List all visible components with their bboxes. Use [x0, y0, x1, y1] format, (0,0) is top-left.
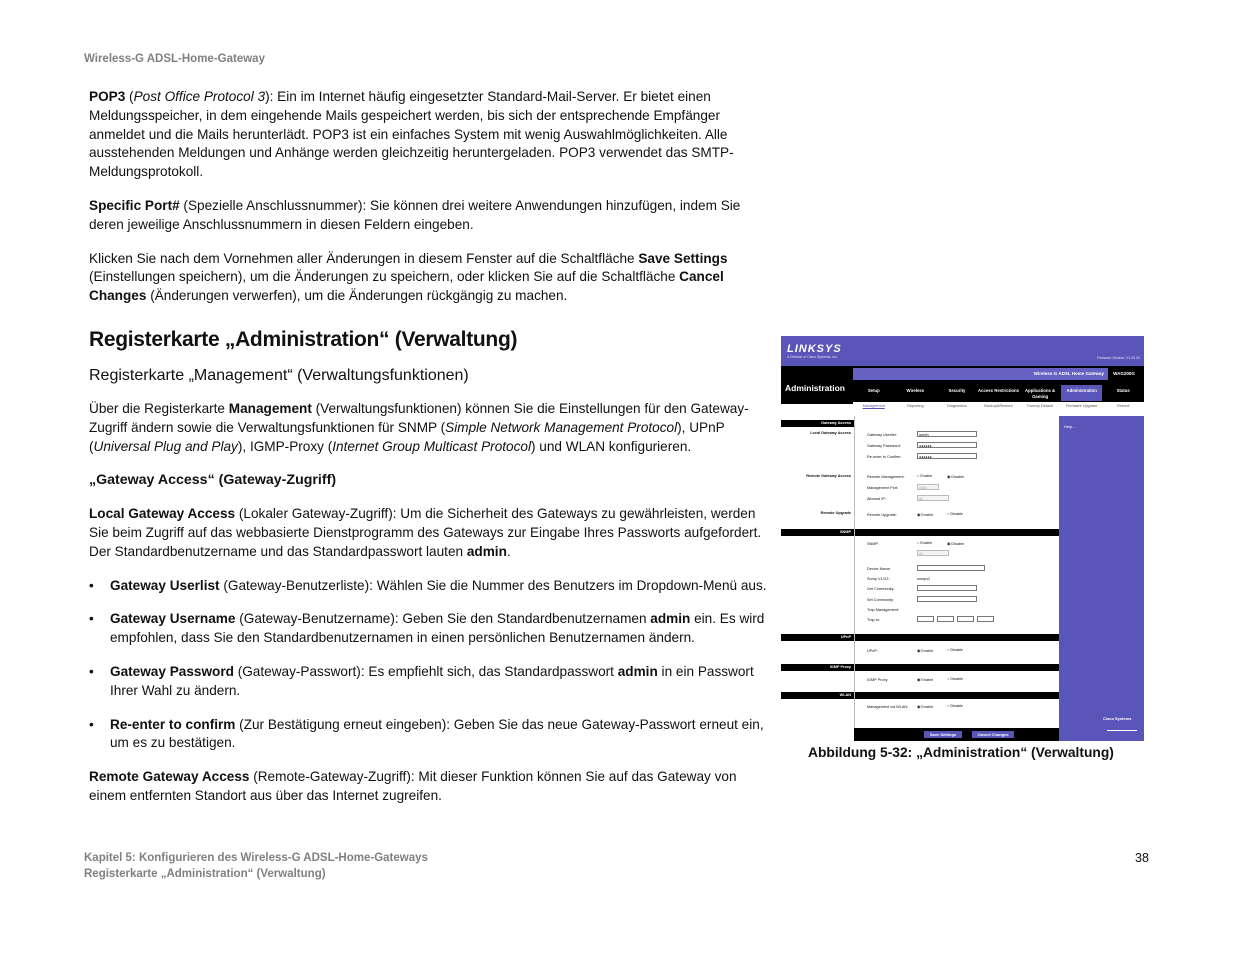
- management-port-input[interactable]: 8080: [917, 484, 939, 490]
- label-management-via-wlan: Management via WLAN:: [867, 705, 909, 709]
- term: Gateway Password: [110, 663, 234, 679]
- label-igmp-proxy: IGMP Proxy:: [867, 678, 889, 682]
- label-management-port: Management Port:: [867, 486, 899, 490]
- set-community-input[interactable]: [917, 596, 977, 602]
- radio-igmp-enable[interactable]: [917, 677, 933, 682]
- paragraph-management: [89, 400, 767, 456]
- trap-ip-octet-1[interactable]: [917, 616, 934, 622]
- sub-tabs: [853, 402, 1144, 410]
- term-admin: admin: [466, 543, 507, 559]
- text: (Einstellungen speichern), um die Änderungen zu speichern, oder klicken Sie auf die Schaltfläche: [89, 269, 680, 285]
- cisco-logo: Cisco Systems: [1103, 716, 1132, 721]
- term-management: Management: [228, 400, 312, 416]
- snmp-access-select[interactable]: All: [917, 550, 949, 556]
- radio-on-icon: ◉: [917, 513, 921, 517]
- radio-off-icon: ○: [917, 474, 920, 478]
- radio-remote-upgrade-disable[interactable]: [947, 512, 963, 516]
- radio-on-icon: ◉: [917, 678, 921, 682]
- allowed-ip-select[interactable]: All: [917, 495, 949, 501]
- text: (Gateway-Benutzername): Geben Sie den Standardbenutzernamen: [235, 611, 651, 627]
- tab-setup[interactable]: Setup: [867, 388, 880, 393]
- term: Gateway Userlist: [110, 577, 220, 593]
- radio-snmp-disable[interactable]: [947, 541, 964, 546]
- text: (Remote-Gateway-Zugriff): Mit dieser Funktion können Sie auf das Gateway von einem entfernten Standort aus über das Internet zugreifen.: [89, 769, 737, 803]
- text: .: [506, 543, 511, 559]
- section-label: Administration: [785, 383, 845, 393]
- bullet-list: [89, 577, 767, 754]
- divider-band: [855, 692, 1060, 699]
- page-number: 38: [1135, 851, 1149, 865]
- term-save-settings: Save Settings: [638, 250, 728, 266]
- radio-label: Enable: [921, 705, 934, 709]
- help-link[interactable]: Help...: [1064, 424, 1076, 429]
- main-tabs: [853, 385, 1144, 401]
- radio-on-icon: ◉: [917, 649, 921, 653]
- subtab-diagnostics[interactable]: Diagnostics: [947, 404, 967, 408]
- term-admin: admin: [650, 611, 691, 627]
- device-name-input[interactable]: [917, 565, 985, 571]
- label-device-name: Device Name:: [867, 567, 891, 571]
- term-admin: admin: [617, 663, 658, 679]
- radio-on-icon: ◉: [947, 475, 951, 479]
- tab-access-restrictions[interactable]: Access Restrictions: [977, 388, 1020, 393]
- help-panel: [1059, 416, 1144, 741]
- radio-snmp-enable[interactable]: [917, 541, 932, 545]
- radio-wlan-mgmt-disable[interactable]: [947, 704, 963, 708]
- figure-caption: Abbildung 5-32: „Administration“ (Verwaltung): [808, 745, 1114, 760]
- list-item: [89, 663, 767, 701]
- term-expansion: Post Office Protocol 3: [133, 89, 266, 104]
- term-upnp: Universal Plug and Play: [93, 438, 238, 454]
- linksys-logo: LINKSYS: [787, 343, 842, 355]
- term: Re-enter to confirm: [110, 716, 236, 732]
- term-cancel-changes: Cancel Changes: [89, 269, 724, 304]
- subsection-heading: Registerkarte „Management“ (Verwaltungsfunktionen): [89, 366, 469, 384]
- trap-ip-octet-4[interactable]: [977, 616, 994, 622]
- text: (Lokaler Gateway-Zugriff): Um die Sicherheit des Gateways zu gewährleisten, werden Sie beim Zugriff auf das webbasierte Dienstprogramm des Gateways zur Eingabe Ihres Passworts aufgefordert. Der Standardbenutzername und das Standardpasswort lauten: [89, 506, 762, 559]
- radio-label: Disable: [951, 475, 965, 479]
- list-item: [89, 716, 767, 754]
- tab-administration[interactable]: Administration: [1061, 385, 1103, 401]
- paragraph-save-cancel: [89, 250, 767, 306]
- label-gateway-password: Gateway Password:: [867, 444, 901, 448]
- radio-label: Disable: [950, 512, 964, 516]
- text: Klicken Sie nach dem Vornehmen aller Änderungen in diesem Fenster auf die Schaltfläche: [89, 250, 639, 266]
- section-header-gateway-access: Gateway Access: [781, 420, 854, 427]
- product-name: Wireless-G ADSL Home Gateway: [853, 368, 1108, 380]
- divider-band: [855, 664, 1060, 671]
- label-snmp-version: Snmp V1/V2:: [867, 577, 890, 581]
- term: Gateway Username: [110, 611, 236, 627]
- radio-upnp-enable[interactable]: [917, 648, 933, 653]
- label-snmp: SNMP:: [867, 542, 880, 546]
- radio-label: Disable: [950, 648, 964, 652]
- cisco-bridge-icon: [1107, 723, 1137, 731]
- text: ): Ein im Internet häufig eingesetzter Standard-Mail-Server. Er bietet einen Meldungsspeicher, in dem eingehende Mails gespeichert werden, bis sich der entsprechende Empfänger anmeldet und die Mails herunterlädt. POP3 ist ein einfaches System mit wenig Auswahlmöglichkeiten. Alle ausstehenden Meldungen und Anhänge werden gleichzeitig heruntergeladen. POP3 verwendet das SMTP-Meldungsprotokoll.: [89, 89, 734, 180]
- model-name: WAG200G: [1113, 371, 1135, 376]
- text: (Gateway-Benutzerliste): Wählen Sie die Nummer des Benutzers im Dropdown-Menü aus.: [219, 577, 767, 593]
- tab-status[interactable]: Status: [1116, 388, 1130, 393]
- radio-remote-mgmt-disable[interactable]: [947, 474, 964, 479]
- label-remote-upgrade: Remote Upgrade: [820, 511, 851, 515]
- radio-label: Enable: [920, 474, 933, 478]
- label-local-gateway-access: Local Gateway Access: [810, 431, 851, 435]
- radio-off-icon: ○: [947, 677, 950, 681]
- text: ) und WLAN konfigurieren.: [530, 438, 692, 454]
- subtab-backup-restore[interactable]: Backup&Restore: [984, 404, 1013, 408]
- divider-band: [855, 634, 1060, 641]
- subtab-management[interactable]: Management: [862, 404, 885, 408]
- section-heading: Registerkarte „Administration“ (Verwaltung): [89, 327, 518, 351]
- left-section-column: [781, 416, 854, 741]
- text: (Verwaltungsfunktionen) können Sie die Einstellungen für den Gateway-Zugriff ändern sowie die Verwaltungsfunktionen für SNMP (: [89, 400, 749, 435]
- radio-label: Enable: [921, 513, 934, 517]
- trap-ip-octet-2[interactable]: [937, 616, 954, 622]
- radio-wlan-mgmt-enable[interactable]: [917, 704, 933, 709]
- radio-label: Disable: [951, 542, 965, 546]
- term-specific-port: Specific Port#: [89, 197, 180, 213]
- label-allowed-ip: Allowed IP:: [867, 497, 886, 501]
- text: (Spezielle Anschlussnummer): Sie können drei weitere Anwendungen hinzufügen, indem Sie deren jeweilige Anschlussnummern in diesen Feldern eingeben.: [89, 197, 741, 232]
- term-snmp: Simple Network Management Protocol: [445, 419, 678, 435]
- section-header-wlan: WLAN: [781, 692, 854, 699]
- text: ), IGMP-Proxy (: [237, 438, 333, 454]
- text: (Änderungen verwerfen), um die Änderungen rückgängig zu machen.: [146, 288, 568, 304]
- radio-off-icon: ○: [917, 541, 920, 545]
- tab-wireless[interactable]: Wireless: [906, 388, 925, 393]
- radio-label: Enable: [921, 649, 934, 653]
- list-item: [89, 610, 767, 648]
- text: Über die Registerkarte: [89, 400, 229, 416]
- label-reenter-confirm: Re-enter to Confirm:: [867, 455, 902, 459]
- get-community-input[interactable]: [917, 585, 977, 591]
- radio-remote-mgmt-enable[interactable]: [917, 474, 932, 478]
- label-remote-upgrade-field: Remote Upgrade:: [867, 513, 897, 517]
- label-get-community: Get Community:: [867, 587, 895, 591]
- text: ), UPnP (: [89, 419, 725, 454]
- settings-form: [854, 416, 1060, 741]
- label-trap-to: Trap to:: [867, 618, 880, 622]
- section-header-snmp: SNMP: [781, 529, 854, 536]
- radio-upnp-disable[interactable]: [947, 648, 963, 652]
- paragraph-local-gateway-access: [89, 505, 767, 561]
- subtab-reboot[interactable]: Reboot: [1117, 404, 1130, 408]
- firmware-version: Firmware Version: V1.00.03: [1096, 356, 1140, 360]
- text: ein. Es wird empfohlen, dass Sie den Standardbenutzernamen in einen persönlichen Benutzernamen ändern.: [110, 611, 765, 646]
- term-remote-gateway-access: Remote Gateway Access: [89, 769, 250, 785]
- label-set-community: Set Community:: [867, 598, 895, 602]
- figure-screenshot: [781, 336, 1144, 741]
- label-upnp: UPnP:: [867, 649, 878, 653]
- footer-section: Registerkarte „Administration“ (Verwaltung): [84, 868, 326, 880]
- radio-off-icon: ○: [947, 704, 950, 708]
- radio-off-icon: ○: [947, 512, 950, 516]
- section-header-igmp-proxy: IGMP Proxy: [781, 664, 854, 671]
- paragraph-pop3: [89, 88, 767, 182]
- paragraph-specific-port: [89, 197, 767, 235]
- subtab-firmware-upgrade[interactable]: Firmware Upgrade: [1065, 404, 1098, 408]
- list-item: [89, 577, 767, 596]
- text: in ein Passwort Ihrer Wahl zu ändern.: [110, 663, 754, 698]
- radio-on-icon: ◉: [917, 705, 921, 709]
- running-header: Wireless-G ADSL-Home-Gateway: [84, 53, 265, 65]
- tab-security[interactable]: Security: [948, 388, 966, 393]
- radio-label: Enable: [921, 678, 934, 682]
- term-pop3: POP3: [89, 89, 126, 104]
- gateway-access-heading: „Gateway Access“ (Gateway-Zugriff): [89, 472, 337, 489]
- subtab-factory-default[interactable]: Factory Default: [1027, 404, 1053, 408]
- label-trap-management: Trap Management:: [867, 608, 899, 612]
- label-gateway-userlist: Gateway Userlist:: [867, 433, 897, 437]
- button-bar: [854, 728, 1059, 741]
- gateway-password-input[interactable]: ●●●●●●: [917, 442, 977, 448]
- radio-on-icon: ◉: [947, 542, 951, 546]
- text: (Gateway-Passwort): Es empfiehlt sich, das Standardpasswort: [233, 663, 618, 679]
- radio-label: Enable: [920, 541, 933, 545]
- radio-remote-upgrade-enable[interactable]: [917, 512, 933, 517]
- save-settings-button[interactable]: Save Settings: [924, 731, 962, 738]
- radio-igmp-disable[interactable]: [947, 677, 963, 681]
- body-column: [89, 88, 767, 806]
- tab-applications-gaming[interactable]: Applications & Gaming: [1025, 388, 1056, 399]
- reenter-password-input[interactable]: ●●●●●●: [917, 453, 977, 459]
- cancel-changes-button[interactable]: Cancel Changes: [972, 731, 1014, 738]
- footer-chapter: Kapitel 5: Konfigurieren des Wireless-G ADSL-Home-Gateways: [84, 852, 428, 864]
- logo-subtitle: A Division of Cisco Systems, Inc.: [787, 355, 838, 359]
- subtab-reporting[interactable]: Reporting: [907, 404, 924, 408]
- radio-label: Disable: [950, 704, 964, 708]
- gateway-userlist-select[interactable]: admin: [917, 431, 977, 437]
- label-remote-gateway-access: Remote Gateway Access: [806, 474, 851, 478]
- term-local-gateway-access: Local Gateway Access: [89, 506, 236, 522]
- radio-off-icon: ○: [947, 648, 950, 652]
- running-footer: [84, 850, 428, 882]
- paragraph-remote-gateway-access: [89, 768, 767, 806]
- section-header-upnp: UPnP: [781, 634, 854, 641]
- radio-label: Disable: [950, 677, 964, 681]
- text: (Zur Bestätigung erneut eingeben): Geben Sie das neue Gateway-Passwort erneut ein, um es zu bestätigen.: [110, 716, 764, 751]
- term-igmp: Internet Group Multicast Protocol: [332, 438, 531, 454]
- label-remote-management: Remote Management:: [867, 475, 905, 479]
- snmp-version-value: snmpv2: [917, 577, 931, 581]
- text: (: [125, 89, 134, 104]
- trap-ip-octet-3[interactable]: [957, 616, 974, 622]
- divider-band: [855, 529, 1060, 536]
